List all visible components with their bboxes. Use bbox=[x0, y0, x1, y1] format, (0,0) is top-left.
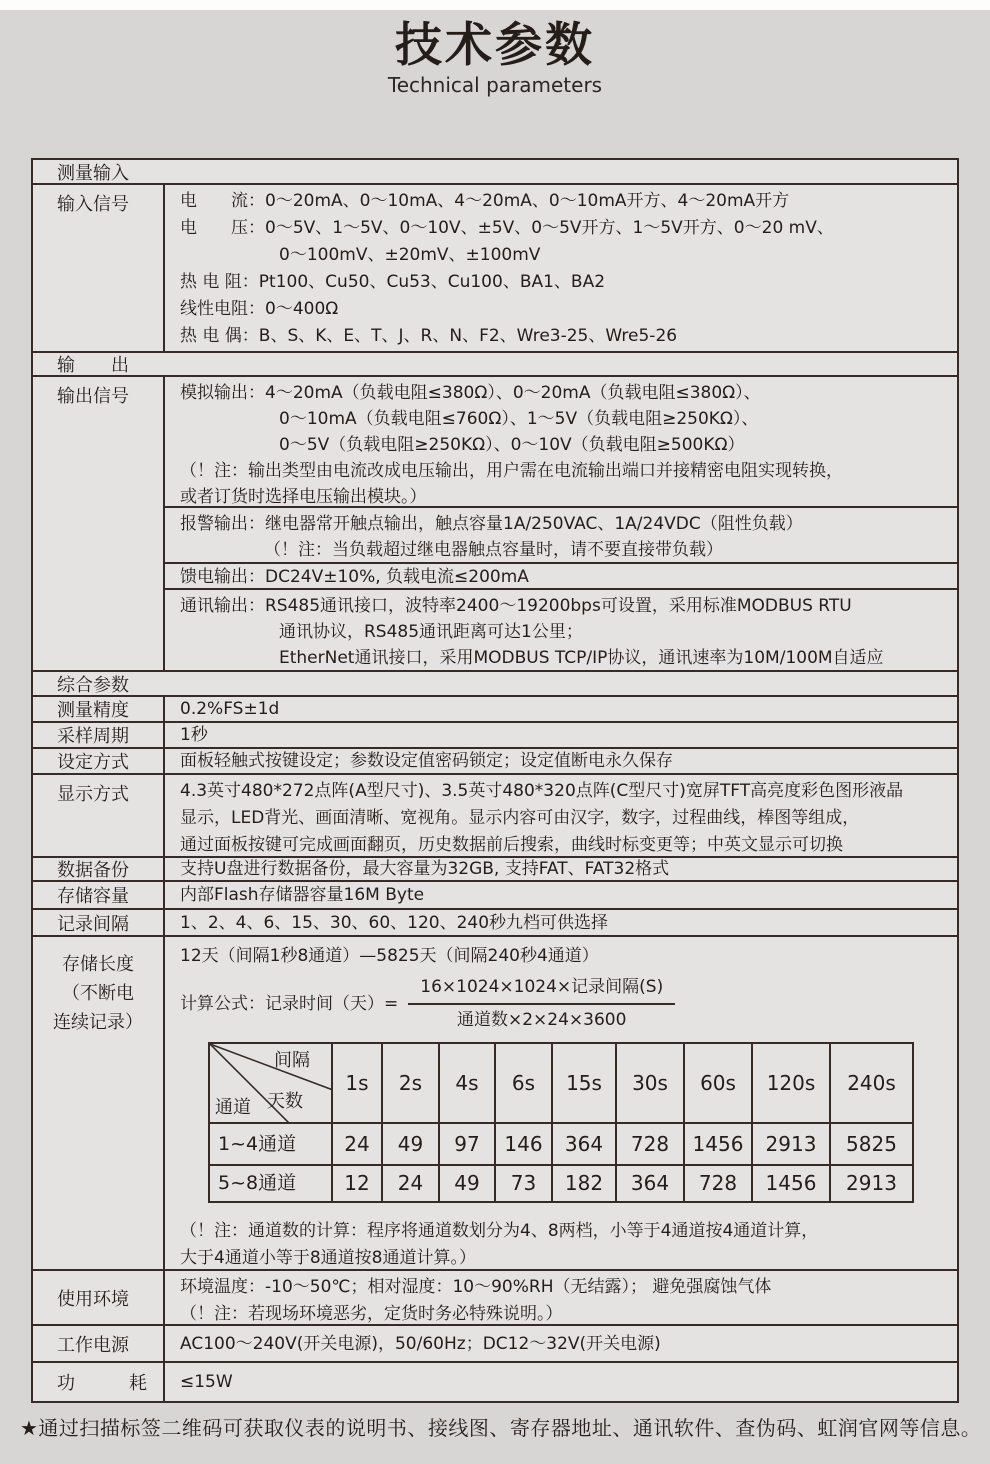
page-header bbox=[0, 20, 990, 97]
text-line: 0～100mV、±20mV、±100mV bbox=[279, 245, 541, 265]
days-cell: 24 bbox=[332, 1123, 382, 1165]
row-value-consumption: ≤15W bbox=[180, 1372, 233, 1392]
days-cell: 182 bbox=[552, 1165, 616, 1202]
row-input-signal bbox=[33, 185, 957, 353]
row-value-accuracy: 0.2%FS±1d bbox=[180, 699, 280, 719]
text-line: 馈电输出：DC24V±10%, 负载电流≤200mA bbox=[180, 566, 529, 587]
formula-denominator: 通道数×2×24×3600 bbox=[457, 1010, 627, 1030]
row-display bbox=[33, 775, 957, 858]
days-cell: 146 bbox=[495, 1123, 552, 1165]
row-value-backup: 支持U盘进行数据备份，最大容量为32GB, 支持FAT、FAT32格式 bbox=[180, 859, 670, 879]
corner-label-interval: 间隔 bbox=[274, 1050, 310, 1071]
text-line: 模拟输出：4～20mA（负载电阻≤380Ω）、0～20mA（负载电阻≤380Ω）、 bbox=[180, 383, 761, 403]
storage-table-row-5-8 bbox=[209, 1165, 913, 1202]
days-cell: 2913 bbox=[752, 1123, 830, 1165]
text-line: 电 流：0～20mA、0～10mA、4～20mA、0～10mA开方、4～20mA开方 bbox=[180, 191, 790, 211]
section-label: 测量输入 bbox=[57, 162, 129, 184]
text-line: 或者订货时选择电压输出模块。） bbox=[180, 487, 427, 507]
formula-fraction bbox=[408, 975, 675, 1033]
section-row-measure-input bbox=[33, 160, 957, 185]
row-label-accuracy: 测量精度 bbox=[33, 697, 165, 721]
row-value-sampling: 1秒 bbox=[180, 725, 208, 745]
row-power bbox=[33, 1326, 957, 1363]
channel-row-label: 5~8通道 bbox=[209, 1165, 332, 1202]
page-title: 技术参数 bbox=[395, 18, 595, 73]
row-content-display bbox=[165, 775, 957, 856]
corner-label-days: 天数 bbox=[267, 1091, 303, 1112]
row-content-storage-length bbox=[165, 937, 957, 1269]
row-storage-length bbox=[33, 937, 957, 1271]
row-label-output-signal: 输出信号 bbox=[33, 377, 165, 670]
days-cell: 364 bbox=[552, 1123, 616, 1165]
text-line: 0～10mA（负载电阻≤760Ω）、1～5V（负载电阻≥250KΩ）、 bbox=[279, 409, 759, 429]
text-line: （！注：输出类型由电流改成电压输出，用户需在电流输出端口并接精密电阻实现转换， bbox=[180, 461, 843, 481]
section-label: 综合参数 bbox=[57, 674, 129, 696]
footnote: ★通过扫描标签二维码可获取仪表的说明书、接线图、寄存器地址、通讯软件、查伪码、虹润官网等信息。 bbox=[20, 1416, 982, 1440]
storage-label-lines bbox=[53, 942, 143, 1037]
alarm-output-block bbox=[165, 508, 957, 564]
text-line: 报警输出：继电器常开触点输出，触点容量1A/250VAC、1A/24VDC（阻性负载） bbox=[180, 514, 803, 534]
row-output-signal bbox=[33, 377, 957, 672]
days-cell: 728 bbox=[684, 1165, 752, 1202]
row-content-output-signal bbox=[165, 377, 957, 670]
text-line: 连续记录） bbox=[53, 1012, 143, 1033]
days-cell: 1456 bbox=[752, 1165, 830, 1202]
row-label-setting: 设定方式 bbox=[33, 749, 165, 773]
days-cell: 49 bbox=[439, 1165, 495, 1202]
text-line: 大于4通道小等于8通道按8通道计算。） bbox=[180, 1248, 476, 1268]
text-line: 通讯协议，RS485通讯距离可达1公里； bbox=[279, 622, 583, 642]
row-label-consumption: 功 耗 bbox=[33, 1363, 165, 1401]
row-content-input-signal bbox=[165, 185, 957, 351]
analog-output-block bbox=[165, 377, 957, 508]
text-line: 热 电 阻：Pt100、Cu50、Cu53、Cu100、BA1、BA2 bbox=[180, 272, 606, 292]
row-content-environment bbox=[165, 1271, 957, 1324]
text-line: 0～5V（负载电阻≥250KΩ）、0～10V（负载电阻≥500KΩ） bbox=[279, 435, 745, 455]
feed-output-block bbox=[165, 564, 957, 590]
text-line: （！注：通道数的计算：程序将通道数划分为4、8两档，小等于4通道按4通道计算， bbox=[180, 1221, 819, 1241]
section-label: 输 出 bbox=[57, 355, 129, 376]
text-line: EtherNet通讯接口，采用MODBUS TCP/IP协议，通讯速率为10M/100M自适应 bbox=[279, 648, 884, 668]
text-line: 环境温度：-10～50℃；相对湿度：10～90%RH（无结露）； 避免强腐蚀气体 bbox=[180, 1277, 772, 1297]
text-line: （！注：当负载超过继电器触点容量时，请不要直接带负载） bbox=[264, 540, 723, 560]
row-label-backup: 数据备份 bbox=[33, 858, 165, 880]
storage-days-table bbox=[208, 1042, 914, 1203]
row-label-capacity: 存储容量 bbox=[33, 882, 165, 908]
top-strip bbox=[0, 0, 990, 10]
text-line: 通过面板按键可完成画面翻页，历史数据前后搜索，曲线时标变更等；中英文显示可切换 bbox=[180, 835, 843, 855]
text-line: （不断电 bbox=[62, 983, 134, 1004]
interval-header: 4s bbox=[439, 1043, 495, 1123]
row-label-input-signal: 输入信号 bbox=[33, 185, 165, 351]
days-cell: 1456 bbox=[684, 1123, 752, 1165]
row-value-capacity: 内部Flash存储器容量16M Byte bbox=[180, 885, 425, 905]
spec-table bbox=[31, 158, 959, 1403]
text-line: 存储长度 bbox=[62, 954, 134, 975]
text-line: 4.3英寸480*272点阵(A型尺寸)、3.5英寸480*320点阵(C型尺寸)宽屏TFT高亮度彩色图形液晶 bbox=[180, 781, 904, 801]
storage-table-corner-cell bbox=[209, 1043, 332, 1123]
days-cell: 728 bbox=[616, 1123, 684, 1165]
formula-numerator: 16×1024×1024×记录间隔(S) bbox=[408, 975, 675, 1005]
row-value-power: AC100～240V(开关电源)，50/60Hz；DC12～32V(开关电源) bbox=[180, 1333, 661, 1354]
comm-output-block bbox=[165, 590, 957, 670]
channel-row-label: 1~4通道 bbox=[209, 1123, 332, 1165]
row-label-display: 显示方式 bbox=[33, 775, 165, 856]
text-line: 电 压：0～5V、1～5V、0～10V、±5V、0～5V开方、1～5V开方、0～20 mV、 bbox=[180, 218, 834, 238]
storage-notes bbox=[180, 1218, 951, 1269]
row-label-power: 工作电源 bbox=[33, 1326, 165, 1361]
row-sampling bbox=[33, 723, 957, 749]
row-label-sampling: 采样周期 bbox=[33, 723, 165, 747]
interval-header: 1s bbox=[332, 1043, 382, 1123]
interval-header: 2s bbox=[382, 1043, 439, 1123]
row-value-setting: 面板轻触式按键设定；参数设定值密码锁定；设定值断电永久保存 bbox=[180, 751, 673, 771]
row-setting bbox=[33, 749, 957, 775]
days-cell: 12 bbox=[332, 1165, 382, 1202]
days-cell: 73 bbox=[495, 1165, 552, 1202]
row-label-interval: 记录间隔 bbox=[33, 910, 165, 935]
row-value-interval: 1、2、4、6、15、30、60、120、240秒九档可供选择 bbox=[180, 912, 609, 933]
text-line: 热 电 偶：B、S、K、E、T、J、R、N、F2、Wre3-25、Wre5-26 bbox=[180, 326, 678, 346]
storage-formula bbox=[180, 975, 951, 1033]
row-capacity bbox=[33, 882, 957, 910]
formula-label: 计算公式：记录时间（天）= bbox=[180, 993, 399, 1014]
interval-header: 30s bbox=[616, 1043, 684, 1123]
row-interval bbox=[33, 910, 957, 937]
interval-header: 120s bbox=[752, 1043, 830, 1123]
days-cell: 49 bbox=[382, 1123, 439, 1165]
days-cell: 364 bbox=[616, 1165, 684, 1202]
days-cell: 5825 bbox=[830, 1123, 913, 1165]
interval-header: 240s bbox=[830, 1043, 913, 1123]
text-line: （！注：若现场环境恶劣，定货时务必特殊说明。） bbox=[180, 1304, 563, 1324]
interval-header: 6s bbox=[495, 1043, 552, 1123]
row-environment bbox=[33, 1271, 957, 1326]
section-row-general bbox=[33, 672, 957, 697]
row-accuracy bbox=[33, 697, 957, 723]
days-cell: 2913 bbox=[830, 1165, 913, 1202]
interval-header: 60s bbox=[684, 1043, 752, 1123]
row-label-environment: 使用环境 bbox=[33, 1271, 165, 1324]
days-cell: 24 bbox=[382, 1165, 439, 1202]
storage-table-header-row bbox=[209, 1043, 913, 1123]
section-row-output bbox=[33, 353, 957, 377]
days-cell: 97 bbox=[439, 1123, 495, 1165]
row-backup bbox=[33, 858, 957, 882]
row-consumption bbox=[33, 1363, 957, 1401]
text-line: 通讯输出：RS485通讯接口，波特率2400～19200bps可设置，采用标准MODBUS RTU bbox=[180, 596, 852, 616]
corner-label-channel: 通道 bbox=[215, 1097, 251, 1118]
storage-table-row-1-4 bbox=[209, 1123, 913, 1165]
text-line: 线性电阻：0～400Ω bbox=[180, 299, 339, 319]
storage-range-line: 12天（间隔1秒8通道）—5825天（间隔240秒4通道） bbox=[180, 946, 599, 966]
row-label-storage-length bbox=[33, 937, 165, 1269]
page-subtitle: Technical parameters bbox=[387, 73, 603, 97]
text-line: 显示，LED背光、画面清晰、宽视角。显示内容可由汉字，数字，过程曲线，棒图等组成， bbox=[180, 808, 860, 828]
interval-header: 15s bbox=[552, 1043, 616, 1123]
